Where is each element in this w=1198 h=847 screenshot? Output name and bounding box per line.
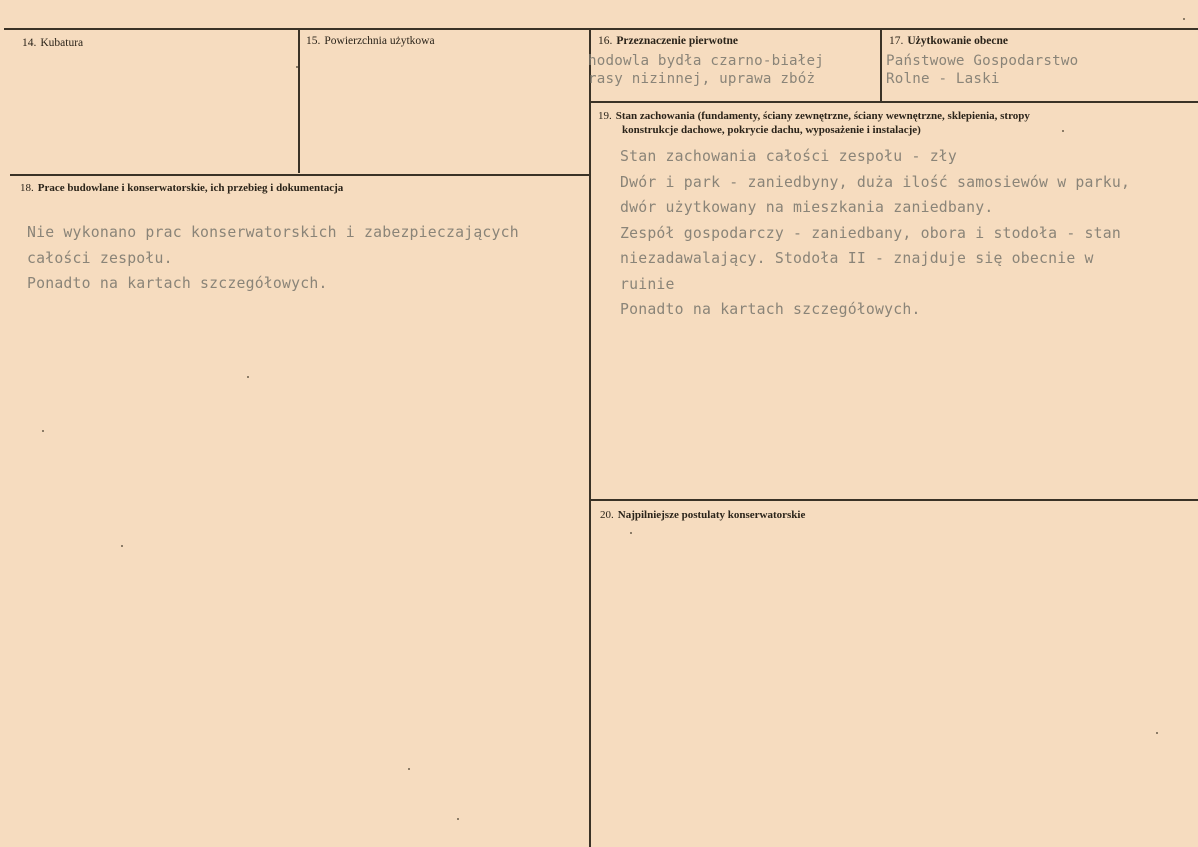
field-16-line: rasy nizinnej, uprawa zbóż — [588, 71, 816, 87]
field-19-line: dwór użytkowany na mieszkania zaniedbany. — [620, 199, 994, 216]
paper-speck — [1062, 130, 1064, 132]
divider-16-17 — [880, 30, 882, 101]
paper-speck — [630, 532, 632, 534]
field-19-value — [620, 144, 1130, 323]
field-15-title: Powierzchnia użytkowa — [324, 35, 435, 47]
field-18-number: 18. — [20, 182, 34, 194]
paper-speck — [247, 376, 249, 378]
paper-speck — [42, 430, 44, 432]
field-16-value — [588, 52, 824, 88]
field-19-line: Stan zachowania całości zespołu - zły — [620, 148, 958, 165]
field-17-value — [886, 52, 1078, 88]
paper-speck — [121, 545, 123, 547]
field-19-number: 19. — [598, 110, 612, 122]
field-19-line: niezadawalający. Stodoła II - znajduje się obecnie w — [620, 250, 1094, 267]
field-17-label — [889, 34, 1008, 48]
field-16-line: hodowla bydła czarno-białej — [588, 53, 825, 69]
field-17-number: 17. — [889, 35, 904, 47]
field-16-label — [598, 34, 738, 48]
field-19-label — [598, 109, 1030, 137]
field-20-label — [600, 508, 805, 522]
field-19-line: ruinie — [620, 275, 675, 293]
paper-speck — [296, 66, 298, 68]
field-18-line: całości zespołu. — [27, 249, 173, 267]
field-18-line: Nie wykonano prac konserwatorskich i zabezpieczających — [27, 224, 519, 241]
field-14-number: 14. — [22, 37, 37, 49]
field-19-line: Zespół gospodarczy - zaniedbany, obora i stodoła - stan — [620, 224, 1121, 242]
field-19-line: Dwór i park - zaniedbyny, duża ilość samosiewów w parku, — [620, 173, 1131, 191]
divider-row-15-18 — [10, 174, 589, 176]
paper-speck — [457, 818, 459, 820]
field-19-title-continued: konstrukcje dachowe, pokrycie dachu, wyposażenie i instalacje) — [622, 124, 921, 136]
field-18-value — [27, 220, 519, 297]
field-15-label — [306, 34, 435, 48]
paper-speck — [408, 768, 410, 770]
field-14-label — [22, 36, 83, 50]
field-18-title: Prace budowlane i konserwatorskie, ich przebieg i dokumentacja — [37, 182, 344, 194]
center-vertical-divider — [589, 30, 591, 847]
field-17-line: Państwowe Gospodarstwo — [886, 53, 1079, 69]
field-18-label — [20, 181, 343, 195]
field-16-title: Przeznaczenie pierwotne — [616, 35, 739, 47]
paper-speck — [1156, 732, 1158, 734]
field-19-title: Stan zachowania (fundamenty, ściany zewnętrzne, ściany wewnętrzne, sklepienia, stropy — [615, 110, 1030, 122]
field-19-line: Ponadto na kartach szczegółowych. — [620, 301, 921, 318]
divider-14-15 — [298, 30, 300, 173]
field-16-number: 16. — [598, 35, 613, 47]
field-14-title: Kubatura — [40, 37, 84, 49]
field-15-number: 15. — [306, 35, 321, 47]
divider-row-16-19 — [591, 101, 1198, 103]
field-20-title: Najpilniejsze postulaty konserwatorskie — [617, 509, 806, 521]
paper-speck — [1183, 18, 1185, 20]
field-20-number: 20. — [600, 509, 614, 521]
field-17-title: Użytkowanie obecne — [907, 35, 1008, 47]
divider-row-19-20 — [591, 499, 1198, 501]
field-18-line: Ponadto na kartach szczegółowych. — [27, 275, 328, 292]
field-17-line: Rolne - Laski — [886, 71, 1000, 87]
top-border-line — [4, 28, 1198, 30]
